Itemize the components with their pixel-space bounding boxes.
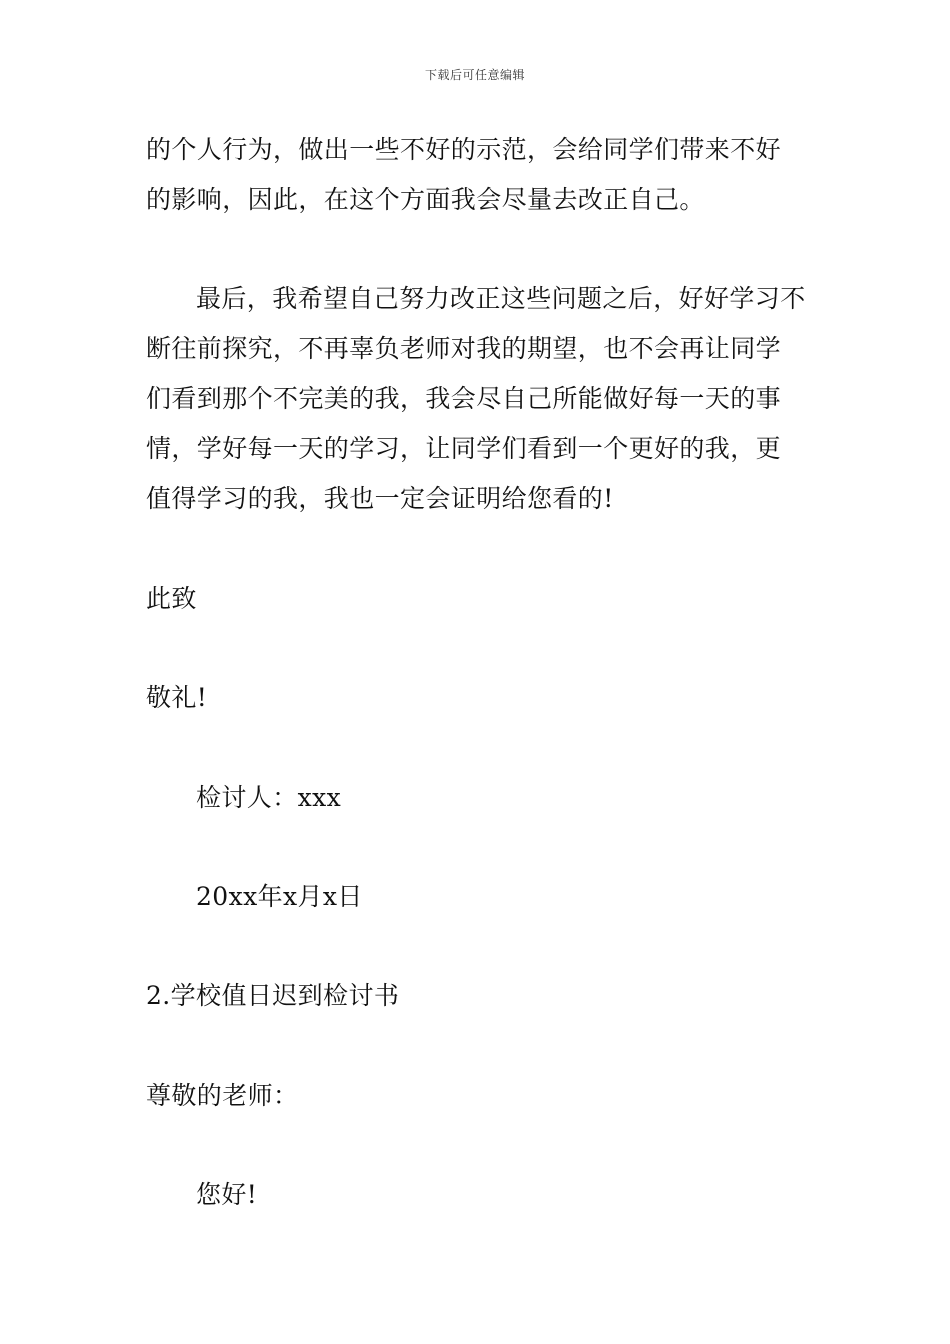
greeting: 您好! xyxy=(196,1180,258,1209)
paragraph-continued: 的个人行为，做出一些不好的示范，会给同学们带来不好的影响，因此，在这个方面我会尽量去改正自己。 xyxy=(146,135,782,214)
author-signature: 检讨人：xxx xyxy=(196,783,342,812)
section-title: 2.学校值日迟到检讨书 xyxy=(146,981,400,1010)
closing-line-2: 敬礼! xyxy=(146,683,208,712)
header-note: 下载后可任意编辑 xyxy=(424,68,525,82)
date-line: 20xx年x月x日 xyxy=(196,882,363,911)
closing-line-1: 此致 xyxy=(146,584,197,613)
salutation: 尊敬的老师： xyxy=(146,1081,299,1110)
paragraph-conclusion: 最后，我希望自己努力改正这些问题之后，好好学习不断往前探究，不再辜负老师对我的期望，也不会再让同学们看到那个不完美的我，我会尽自己所能做好每一天的事情，学好每一天的学习，让同学们看到一个更好的我，更值得学习的我，我也一定会证明给您看的! xyxy=(146,284,806,513)
